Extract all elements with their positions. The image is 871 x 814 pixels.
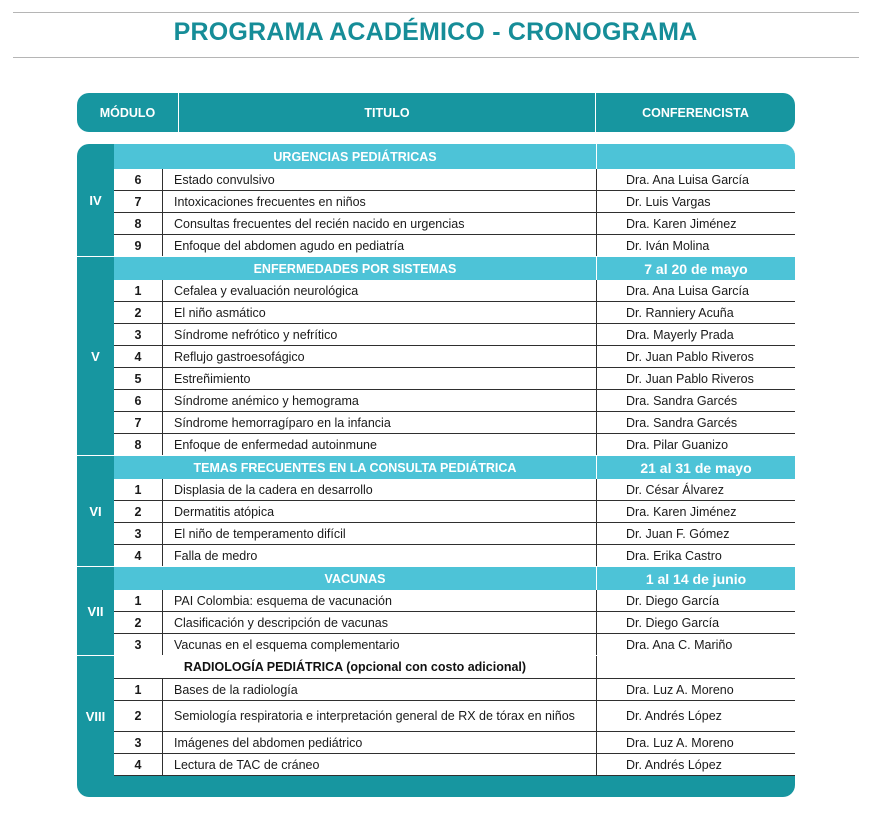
row-title: El niño asmático	[163, 302, 597, 323]
table-row	[114, 191, 795, 213]
row-number: 2	[114, 701, 163, 731]
module-number: VIII	[85, 708, 106, 724]
header-titulo: TITULO	[179, 93, 596, 132]
section-header	[114, 567, 795, 590]
table-row	[114, 634, 795, 656]
row-number: 4	[114, 754, 163, 775]
row-number: 6	[114, 390, 163, 411]
row-speaker: Dra. Karen Jiménez	[626, 504, 737, 519]
row-title: Semiología respiratoria e interpretación general de RX de tórax en niños	[163, 701, 597, 731]
row-title: Síndrome hemorragíparo en la infancia	[163, 412, 597, 433]
table-row	[114, 346, 795, 368]
row-speaker: Dr. Juan F. Gómez	[626, 526, 730, 541]
row-number: 8	[114, 213, 163, 234]
section-header	[114, 456, 795, 479]
table-header	[77, 93, 795, 132]
row-speaker: Dr. Andrés López	[626, 757, 722, 772]
module-divider	[77, 455, 795, 456]
module-number: V	[91, 349, 100, 364]
title-rule	[13, 57, 859, 58]
row-number: 8	[114, 434, 163, 455]
row-number: 5	[114, 368, 163, 389]
top-rule	[13, 12, 859, 13]
schedule-body	[114, 144, 795, 776]
row-title: Bases de la radiología	[163, 679, 597, 700]
row-title: Intoxicaciones frecuentes en niños	[163, 191, 597, 212]
table-row	[114, 169, 795, 191]
table-row	[114, 302, 795, 324]
section-date: 1 al 14 de junio	[645, 570, 747, 587]
row-speaker: Dr. Iván Molina	[626, 238, 710, 253]
row-number: 4	[114, 346, 163, 367]
section-header	[114, 257, 795, 280]
table-row	[114, 390, 795, 412]
row-speaker: Dr. Andrés López	[626, 709, 722, 723]
row-number: 1	[114, 479, 163, 500]
row-number: 3	[114, 324, 163, 345]
row-title: Imágenes del abdomen pediátrico	[163, 732, 597, 753]
table-row	[114, 280, 795, 302]
row-title: Vacunas en el esquema complementario	[163, 634, 597, 655]
module-divider	[77, 566, 795, 567]
row-title: Enfoque de enfermedad autoinmune	[163, 434, 597, 455]
row-speaker: Dra. Sandra Garcés	[626, 415, 738, 430]
section-header	[114, 144, 795, 169]
row-title: Enfoque del abdomen agudo en pediatría	[163, 235, 597, 256]
row-speaker: Dra. Ana C. Mariño	[626, 637, 733, 652]
row-title: Displasia de la cadera en desarrollo	[163, 479, 597, 500]
row-speaker: Dra. Karen Jiménez	[626, 216, 737, 231]
section-date	[597, 144, 795, 169]
row-title: Reflujo gastroesofágico	[163, 346, 597, 367]
row-speaker: Dr. Juan Pablo Riveros	[626, 371, 754, 386]
table-row	[114, 523, 795, 545]
row-number: 7	[114, 191, 163, 212]
table-row	[114, 501, 795, 523]
row-speaker: Dra. Erika Castro	[626, 548, 722, 563]
row-speaker: Dr. Diego García	[626, 593, 720, 608]
row-speaker: Dra. Luz A. Moreno	[626, 735, 734, 750]
table-row	[114, 545, 795, 567]
section-name: RADIOLOGÍA PEDIÁTRICA (opcional con costo adicional)	[114, 656, 597, 678]
table-row	[114, 612, 795, 634]
section-date: 21 al 31 de mayo	[640, 459, 752, 476]
row-number: 2	[114, 501, 163, 522]
page-title: PROGRAMA ACADÉMICO - CRONOGRAMA	[173, 18, 698, 46]
module-divider	[77, 655, 795, 656]
row-title: Síndrome nefrótico y nefrítico	[163, 324, 597, 345]
section-date	[597, 656, 795, 678]
row-number: 1	[114, 679, 163, 700]
row-speaker: Dra. Luz A. Moreno	[626, 682, 734, 697]
row-title: El niño de temperamento difícil	[163, 523, 597, 544]
schedule-table	[77, 144, 795, 797]
row-speaker: Dr. Diego García	[626, 615, 720, 630]
table-row	[114, 324, 795, 346]
section-header	[114, 656, 795, 679]
table-row	[114, 235, 795, 257]
row-title: Clasificación y descripción de vacunas	[163, 612, 597, 633]
row-title: Cefalea y evaluación neurológica	[163, 280, 597, 301]
row-speaker: Dr. Luis Vargas	[626, 194, 711, 209]
table-row	[114, 701, 795, 732]
row-number: 1	[114, 280, 163, 301]
row-number: 9	[114, 235, 163, 256]
row-title: Estado convulsivo	[163, 169, 597, 190]
section-name: URGENCIAS PEDIÁTRICAS	[114, 144, 597, 169]
row-speaker: Dra. Mayerly Prada	[626, 327, 734, 342]
header-modulo: MÓDULO	[77, 93, 179, 132]
row-title: Síndrome anémico y hemograma	[163, 390, 597, 411]
table-row	[114, 213, 795, 235]
row-title: Estreñimiento	[163, 368, 597, 389]
row-number: 3	[114, 732, 163, 753]
module-number: VI	[89, 504, 102, 519]
row-number: 6	[114, 169, 163, 190]
row-speaker: Dr. Juan Pablo Riveros	[626, 349, 754, 364]
table-row	[114, 368, 795, 390]
row-title: Consultas frecuentes del recién nacido en urgencias	[163, 213, 597, 234]
section-name: VACUNAS	[114, 567, 597, 590]
section-name: ENFERMEDADES POR SISTEMAS	[114, 257, 597, 280]
table-row	[114, 412, 795, 434]
row-title: Lectura de TAC de cráneo	[163, 754, 597, 775]
row-title: Dermatitis atópica	[163, 501, 597, 522]
row-speaker: Dr. Ranniery Acuña	[626, 305, 734, 320]
table-row	[114, 754, 795, 776]
module-number: VII	[87, 604, 104, 619]
row-speaker: Dra. Ana Luisa García	[626, 283, 749, 298]
section-date: 7 al 20 de mayo	[644, 260, 748, 277]
row-speaker: Dra. Pilar Guanizo	[626, 437, 729, 452]
module-divider	[77, 256, 795, 257]
module-number: IV	[89, 193, 102, 208]
row-title: PAI Colombia: esquema de vacunación	[163, 590, 597, 611]
table-row	[114, 479, 795, 501]
row-speaker: Dra. Ana Luisa García	[626, 172, 749, 187]
table-row	[114, 679, 795, 701]
row-number: 1	[114, 590, 163, 611]
row-speaker: Dr. César Álvarez	[626, 482, 724, 497]
table-row	[114, 732, 795, 754]
row-number: 2	[114, 612, 163, 633]
row-number: 2	[114, 302, 163, 323]
table-row	[114, 434, 795, 456]
section-name: TEMAS FRECUENTES EN LA CONSULTA PEDIÁTRICA	[114, 456, 597, 479]
row-title: Falla de medro	[163, 545, 597, 566]
row-number: 3	[114, 523, 163, 544]
header-conferencista: CONFERENCISTA	[642, 105, 749, 120]
row-number: 3	[114, 634, 163, 655]
row-number: 7	[114, 412, 163, 433]
row-speaker: Dra. Sandra Garcés	[626, 393, 738, 408]
row-number: 4	[114, 545, 163, 566]
table-row	[114, 590, 795, 612]
